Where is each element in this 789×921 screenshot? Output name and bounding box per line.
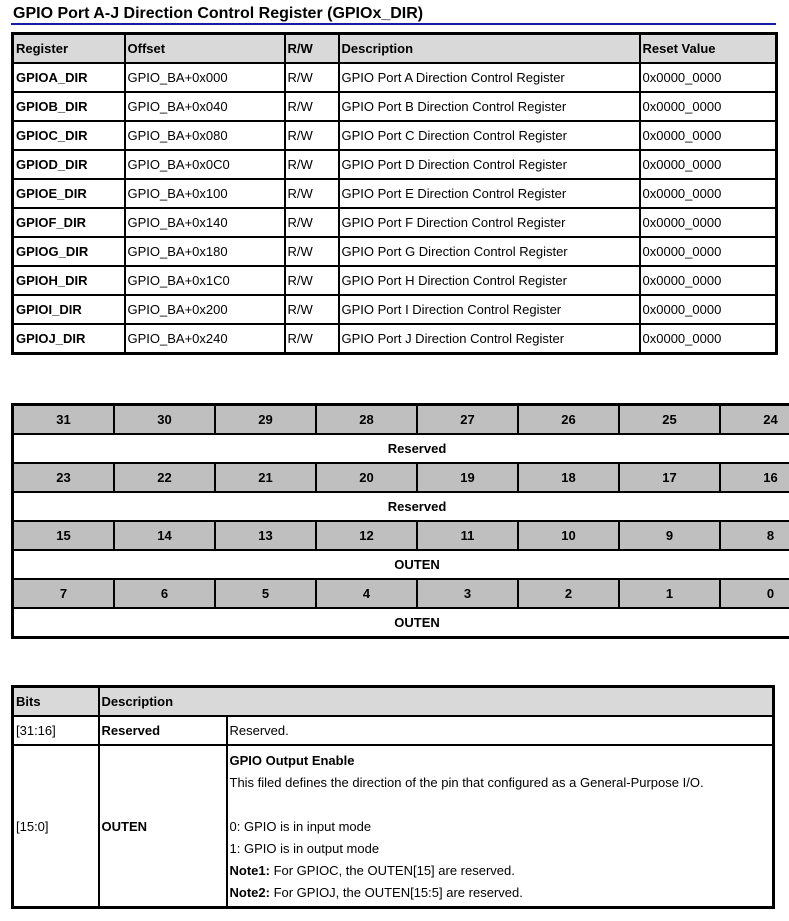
register-row: [13, 150, 777, 179]
register-offset: GPIO_BA+0x240: [125, 324, 285, 354]
register-reset-value: 0x0000_0000: [640, 150, 777, 179]
bit-number: 31: [13, 405, 115, 435]
header-register: Register: [13, 34, 125, 64]
note1: [230, 860, 771, 882]
register-table-header: [13, 34, 777, 64]
bit-number: 5: [215, 579, 316, 608]
bit-number: 2: [518, 579, 619, 608]
register-description: GPIO Port B Direction Control Register: [339, 92, 640, 121]
register-name: GPIOI_DIR: [13, 295, 125, 324]
register-rw: R/W: [285, 179, 339, 208]
register-name: GPIOB_DIR: [13, 92, 125, 121]
register-rw: R/W: [285, 150, 339, 179]
bit-number: 28: [316, 405, 417, 435]
bit-number: 18: [518, 463, 619, 492]
bit-number: 8: [720, 521, 789, 550]
field-bits: [31:16]: [13, 716, 99, 745]
register-rw: R/W: [285, 237, 339, 266]
bit-number: 27: [417, 405, 518, 435]
register-row: [13, 179, 777, 208]
register-offset: GPIO_BA+0x180: [125, 237, 285, 266]
bit-field-name: OUTEN: [13, 608, 789, 638]
register-description: GPIO Port A Direction Control Register: [339, 63, 640, 92]
note1-label: Note1:: [229, 863, 270, 878]
header-offset: Offset: [125, 34, 285, 64]
register-reset-value: 0x0000_0000: [640, 237, 777, 266]
bit-field-name: Reserved: [13, 492, 789, 521]
register-reset-value: 0x0000_0000: [640, 179, 777, 208]
desc-line: This filed defines the direction of the pin that configured as a General-Purpose I/O.: [229, 775, 704, 790]
register-description: GPIO Port G Direction Control Register: [339, 237, 640, 266]
bit-number-row: [13, 463, 789, 492]
register-description: GPIO Port H Direction Control Register: [339, 266, 640, 295]
field-name: OUTEN: [99, 745, 227, 908]
field-desc: Reserved.: [227, 716, 774, 745]
register-name: GPIOF_DIR: [13, 208, 125, 237]
register-row: [13, 63, 777, 92]
register-reset-value: 0x0000_0000: [640, 63, 777, 92]
register-rw: R/W: [285, 324, 339, 354]
desc-line: 1: GPIO is in output mode: [229, 841, 380, 856]
field-row-reserved: [13, 716, 774, 745]
register-description: GPIO Port E Direction Control Register: [339, 179, 640, 208]
register-offset: GPIO_BA+0x1C0: [125, 266, 285, 295]
register-offset: GPIO_BA+0x0C0: [125, 150, 285, 179]
bit-number: 7: [13, 579, 115, 608]
desc-title: GPIO Output Enable: [229, 753, 355, 768]
page-title: GPIO Port A-J Direction Control Register (GPIOx_DIR): [13, 5, 424, 22]
bit-number: 11: [417, 521, 518, 550]
bit-number: 20: [316, 463, 417, 492]
bit-number: 4: [316, 579, 417, 608]
note2-label: Note2:: [229, 885, 270, 900]
register-description: GPIO Port F Direction Control Register: [339, 208, 640, 237]
desc-spacer: [230, 794, 771, 816]
register-reset-value: 0x0000_0000: [640, 266, 777, 295]
bit-number: 25: [619, 405, 720, 435]
bit-number-row: [13, 405, 789, 435]
field-bits: [15:0]: [13, 745, 99, 908]
register-rw: R/W: [285, 266, 339, 295]
register-offset: GPIO_BA+0x080: [125, 121, 285, 150]
register-row: [13, 92, 777, 121]
bit-number-row: [13, 521, 789, 550]
register-name: GPIOC_DIR: [13, 121, 125, 150]
register-rw: R/W: [285, 121, 339, 150]
bit-number: 19: [417, 463, 518, 492]
bit-field-name: OUTEN: [13, 550, 789, 579]
bit-field-row: [13, 434, 789, 463]
register-offset: GPIO_BA+0x040: [125, 92, 285, 121]
bit-number: 3: [417, 579, 518, 608]
note1-text: For GPIOC, the OUTEN[15] are reserved.: [269, 863, 515, 878]
bit-number: 30: [114, 405, 215, 435]
bit-number: 17: [619, 463, 720, 492]
field-table: [11, 685, 775, 909]
bit-field-row: [13, 492, 789, 521]
note2: [230, 882, 771, 904]
field-desc: [227, 745, 774, 908]
bit-number: 26: [518, 405, 619, 435]
register-table: [11, 32, 778, 355]
register-reset-value: 0x0000_0000: [640, 121, 777, 150]
register-name: GPIOD_DIR: [13, 150, 125, 179]
bit-number: 14: [114, 521, 215, 550]
register-offset: GPIO_BA+0x200: [125, 295, 285, 324]
register-description: GPIO Port J Direction Control Register: [339, 324, 640, 354]
register-name: GPIOJ_DIR: [13, 324, 125, 354]
bit-number: 0: [720, 579, 789, 608]
bit-number: 12: [316, 521, 417, 550]
register-row: [13, 208, 777, 237]
bit-number: 24: [720, 405, 789, 435]
register-description: GPIO Port D Direction Control Register: [339, 150, 640, 179]
register-reset-value: 0x0000_0000: [640, 295, 777, 324]
field-name: Reserved: [99, 716, 227, 745]
register-row: [13, 324, 777, 354]
register-row: [13, 237, 777, 266]
register-rw: R/W: [285, 63, 339, 92]
bit-number: 16: [720, 463, 789, 492]
register-reset-value: 0x0000_0000: [640, 324, 777, 354]
register-description: GPIO Port C Direction Control Register: [339, 121, 640, 150]
bit-number: 22: [114, 463, 215, 492]
register-row: [13, 295, 777, 324]
register-name: GPIOE_DIR: [13, 179, 125, 208]
header-r-w: R/W: [285, 34, 339, 64]
bit-number: 13: [215, 521, 316, 550]
register-name: GPIOG_DIR: [13, 237, 125, 266]
bit-number: 6: [114, 579, 215, 608]
header-description: Description: [99, 687, 774, 717]
field-table-header: [13, 687, 774, 717]
field-row-outen: [13, 745, 774, 908]
bit-field-name: Reserved: [13, 434, 789, 463]
bit-number: 9: [619, 521, 720, 550]
bit-number: 21: [215, 463, 316, 492]
title-underline: [11, 23, 776, 25]
bit-field-row: [13, 550, 789, 579]
register-row: [13, 266, 777, 295]
register-offset: GPIO_BA+0x000: [125, 63, 285, 92]
register-description: GPIO Port I Direction Control Register: [339, 295, 640, 324]
register-rw: R/W: [285, 208, 339, 237]
bit-number-row: [13, 579, 789, 608]
bit-number: 15: [13, 521, 115, 550]
desc-line: 0: GPIO is in input mode: [229, 819, 372, 834]
note2-text: For GPIOJ, the OUTEN[15:5] are reserved.: [269, 885, 523, 900]
register-name: GPIOA_DIR: [13, 63, 125, 92]
bit-number: 10: [518, 521, 619, 550]
register-rw: R/W: [285, 92, 339, 121]
register-name: GPIOH_DIR: [13, 266, 125, 295]
register-row: [13, 121, 777, 150]
header-bits: Bits: [13, 687, 99, 717]
bit-number: 23: [13, 463, 115, 492]
register-rw: R/W: [285, 295, 339, 324]
register-reset-value: 0x0000_0000: [640, 208, 777, 237]
bit-field-row: [13, 608, 789, 638]
register-offset: GPIO_BA+0x140: [125, 208, 285, 237]
bit-map-table: [11, 403, 789, 639]
register-offset: GPIO_BA+0x100: [125, 179, 285, 208]
bit-number: 1: [619, 579, 720, 608]
header-reset-value: Reset Value: [640, 34, 777, 64]
bit-number: 29: [215, 405, 316, 435]
header-description: Description: [339, 34, 640, 64]
register-reset-value: 0x0000_0000: [640, 92, 777, 121]
